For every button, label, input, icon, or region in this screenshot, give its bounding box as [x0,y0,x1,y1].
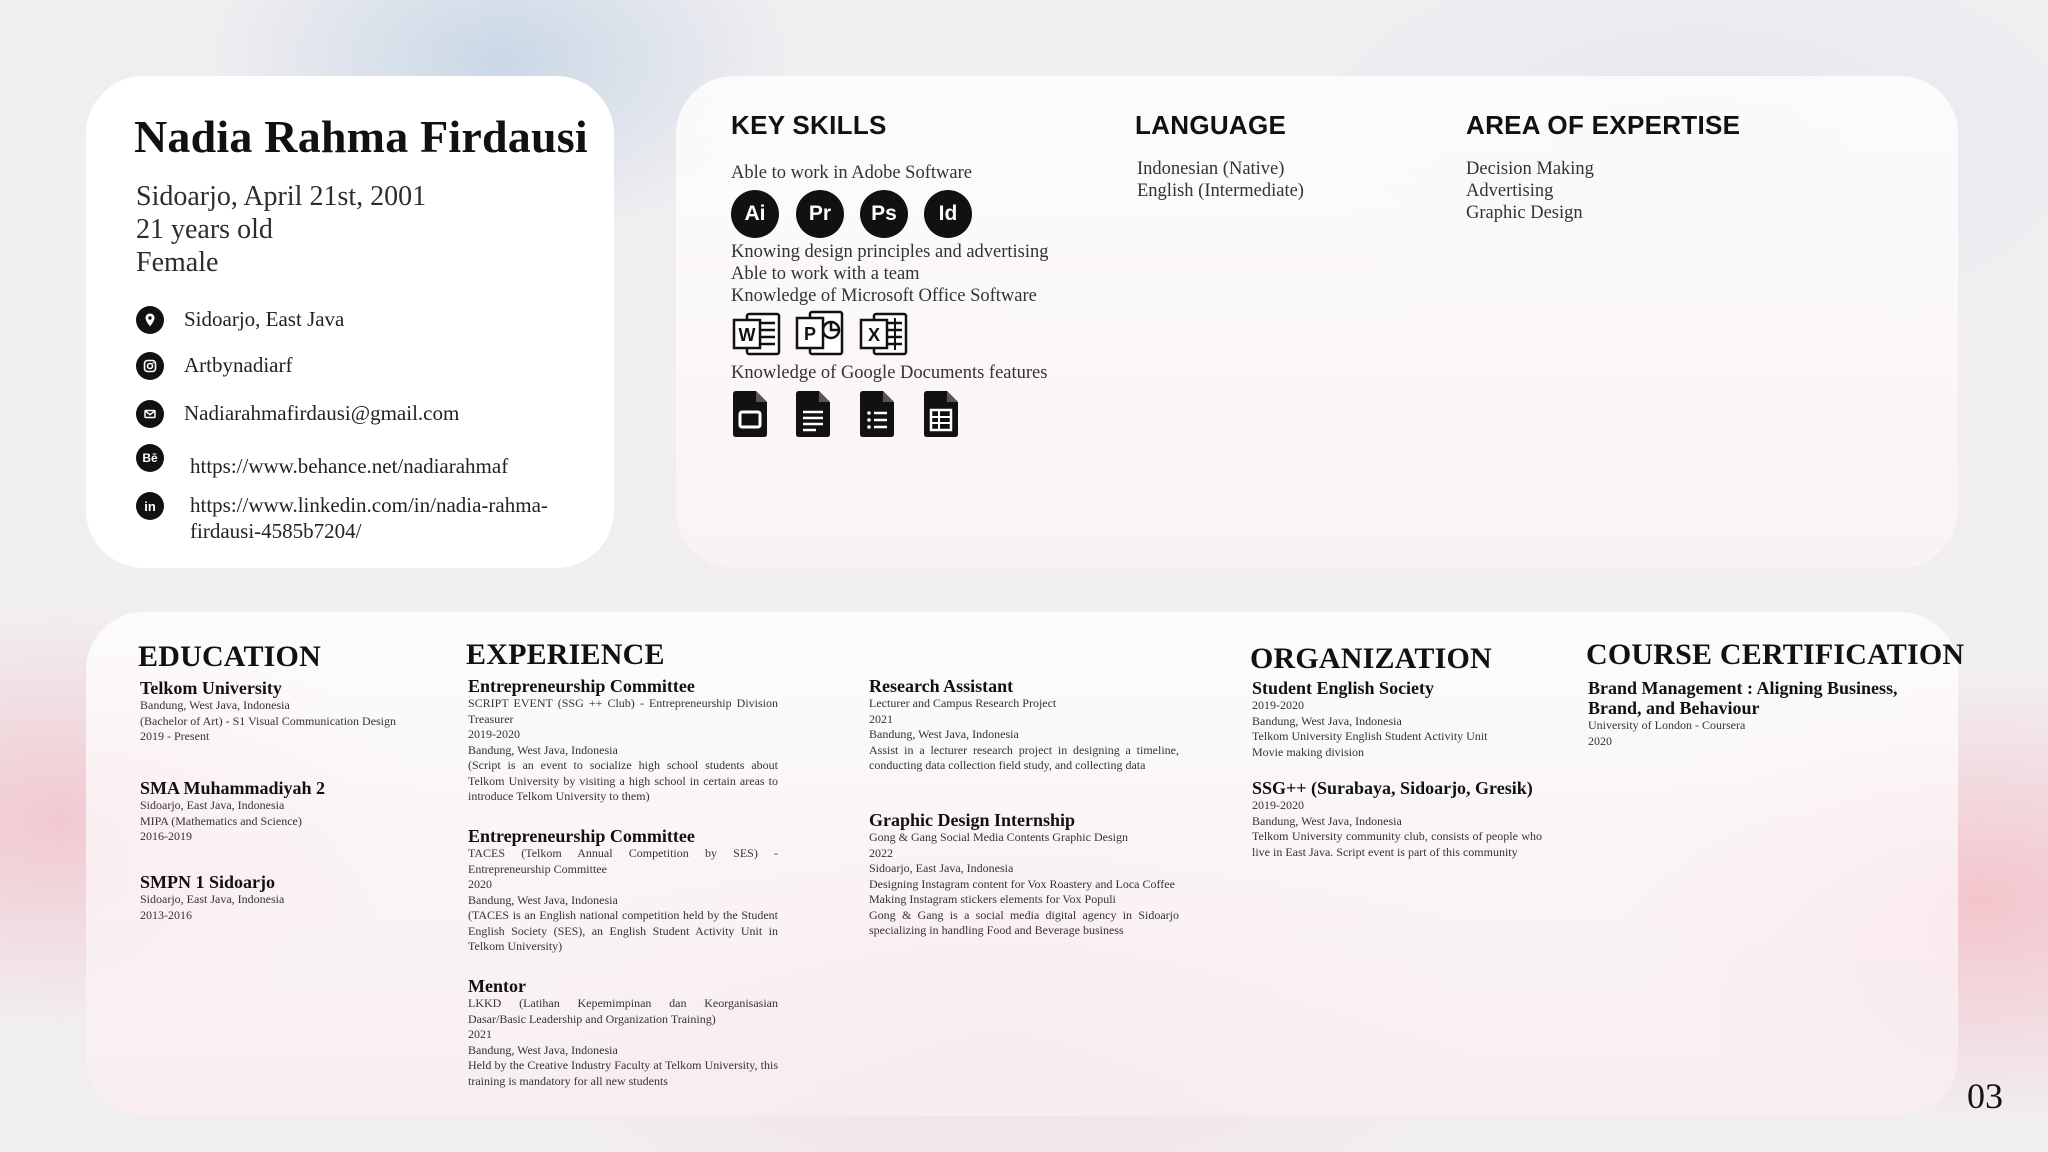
instagram-handle: Artbynadiarf [184,353,293,377]
certification-entry: Brand Management : Aligning Business, Brand, and Behaviour University of London - Coursera 2020 [1588,678,1898,748]
language-heading: LANGUAGE [1135,110,1287,140]
contact-behance [136,444,508,479]
google-forms-icon [858,390,896,438]
indesign-icon: Id [924,190,972,238]
organization-heading: ORGANIZATION [1250,642,1492,675]
powerpoint-icon [794,308,846,358]
contact-location [136,306,344,334]
experience-entry: Entrepreneurship Committee SCRIPT EVENT (SSG ++ Club) - Entrepreneurship Division Treasurer 2019-2020 Bandung, West Java, Indonesia (Script is an event to socialize high school students about Telkom University by visiting a high school in certain areas to introduce Telkom University to them) [468,676,778,803]
organization-entry: SSG++ (Surabaya, Sidoarjo, Gresik) 2019-2020 Bandung, West Java, Indonesia Telkom University community club, consists of people who live in East Java. Script event is part of this community [1252,778,1542,859]
expertise-heading: AREA OF EXPERTISE [1466,110,1741,140]
experience-entry: Research Assistant Lecturer and Campus Research Project 2021 Bandung, West Java, Indonesia Assist in a lecturer research project in designing a timeline, conducting data collection field study, and collecting data [869,676,1179,772]
gender-info: Female [136,247,219,278]
profile-name: Nadia Rahma Firdausi [134,111,588,162]
experience-entry: Graphic Design Internship Gong & Gang Social Media Contents Graphic Design 2022 Sidoarjo, East Java, Indonesia Designing Instagram content for Vox Roastery and Loca Coffee Making Instagram stickers elements for Vox Populi Gong & Gang is a social media digital agency in Sidoarjo specializing in handling Food and Beverage business [869,810,1179,937]
education-heading: EDUCATION [138,640,321,673]
linkedin-icon: in [136,492,164,520]
education-entry: SMA Muhammadiyah 2 Sidoarjo, East Java, Indonesia MIPA (Mathematics and Science) 2016-2019 [140,778,326,843]
education-entry: SMPN 1 Sidoarjo Sidoarjo, East Java, Indonesia 2013-2016 [140,872,285,922]
google-sheets-icon [922,390,960,438]
contact-instagram [136,352,292,380]
birth-info: Sidoarjo, April 21st, 2001 [136,181,427,212]
word-icon [731,310,783,358]
experience-entry: Mentor LKKD (Latihan Kepemimpinan dan Keorganisasian Dasar/Basic Leadership and Organization Training) 2021 Bandung, West Java, Indonesia Held by the Creative Industry Faculty at Telkom University, this training is mandatory for all new students [468,976,778,1088]
language-item: English (Intermediate) [1137,181,1304,201]
email-link[interactable]: Nadiarahmafirdausi@gmail.com [184,401,460,425]
behance-link[interactable]: https://www.behance.net/nadiarahmaf [190,454,509,478]
skills-card [676,76,1958,568]
adobe-skill: Able to work in Adobe Software [731,163,972,183]
premiere-icon: Pr [796,190,844,238]
contact-linkedin [136,492,548,544]
certification-heading: COURSE CERTIFICATION [1586,638,1965,671]
location-text: Sidoarjo, East Java [184,307,345,331]
excel-icon [858,310,910,358]
office-skill: Knowledge of Microsoft Office Software [731,286,1037,306]
page-number: 03 [1967,1076,2003,1116]
linkedin-link[interactable]: https://www.linkedin.com/in/nadia-rahma- firdausi-4585b7204/ [190,493,548,543]
location-pin-icon [136,306,164,334]
education-entry: Telkom University Bandung, West Java, Indonesia (Bachelor of Art) - S1 Visual Communication Design 2019 - Present [140,678,397,743]
team-skill: Able to work with a team [731,264,920,284]
key-skills-heading: KEY SKILLS [731,110,887,140]
details-card [86,612,1965,1116]
expertise-item: Graphic Design [1466,203,1583,223]
svg-text:X: X [867,325,881,345]
experience-entry: Entrepreneurship Committee TACES (Telkom Annual Competition by SES) - Entrepreneurship Committee 2020 Bandung, West Java, Indonesia (TACES is an English national competition held by the Student English Society (SES), an English Student Activity Unit in Telkom University) [468,826,778,953]
google-slides-icon [731,390,769,438]
contact-email [136,400,459,428]
behance-icon: Bē [136,444,164,472]
google-docs-icon [794,390,832,438]
google-skill: Knowledge of Google Documents features [731,363,1048,383]
svg-text:P: P [803,324,817,344]
experience-heading: EXPERIENCE [466,638,665,671]
language-list [1137,158,1304,202]
organization-entry: Student English Society 2019-2020 Bandung, West Java, Indonesia Telkom University English Student Activity Unit Movie making division [1252,678,1488,759]
language-item: Indonesian (Native) [1137,159,1285,179]
expertise-item: Advertising [1466,181,1554,201]
profile-card [86,76,614,568]
profile-bio [136,180,426,279]
design-skill: Knowing design principles and advertising [731,242,1049,262]
expertise-item: Decision Making [1466,159,1594,179]
email-icon [136,400,164,428]
illustrator-icon: Ai [731,190,779,238]
age-info: 21 years old [136,214,273,245]
expertise-list [1466,158,1594,224]
instagram-icon [136,352,164,380]
svg-text:W: W [738,325,756,345]
photoshop-icon: Ps [860,190,908,238]
